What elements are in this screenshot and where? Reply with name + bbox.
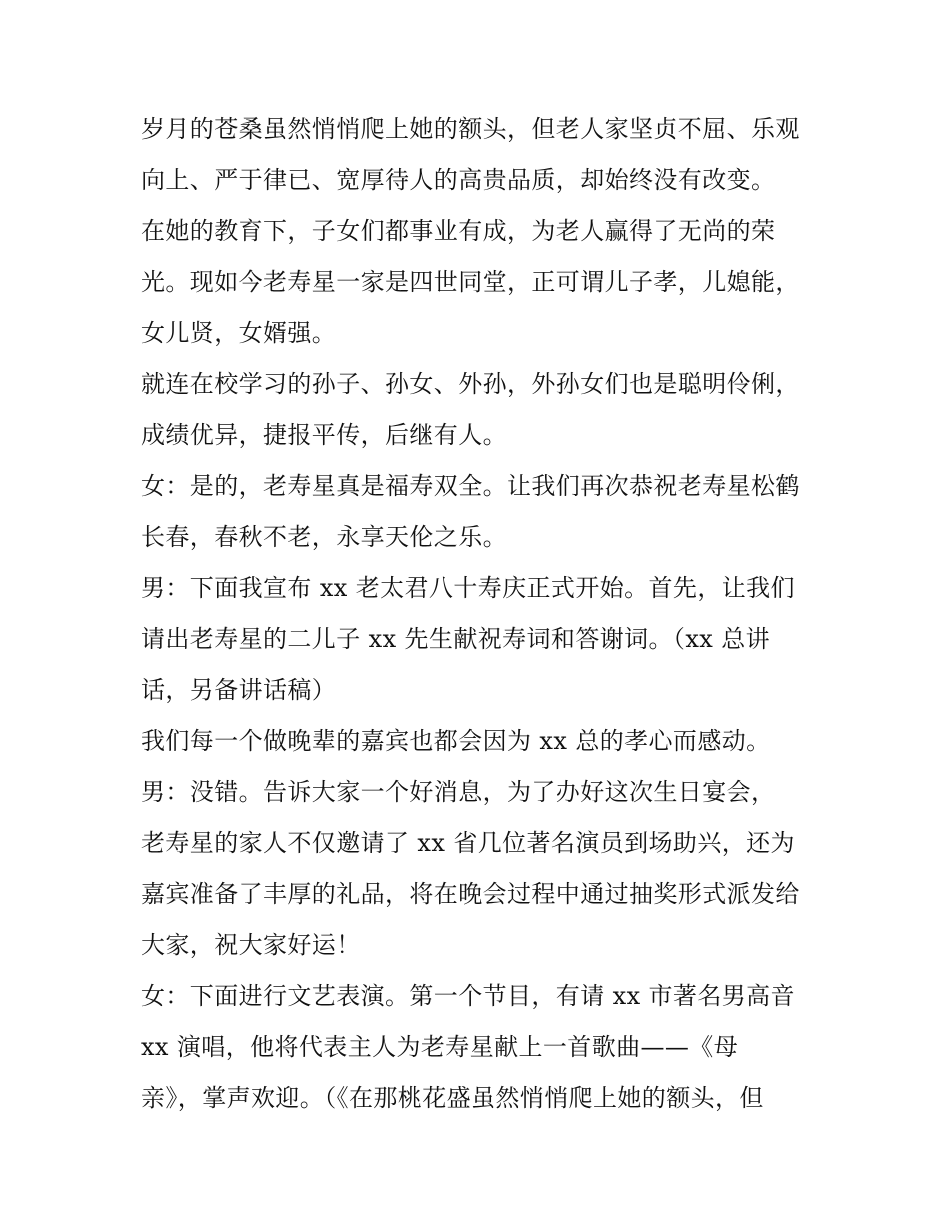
text-line: 光。现如今老寿星一家是四世同堂，正可谓儿子孝，儿媳能， xyxy=(141,268,800,296)
text-line: 女：是的，老寿星真是福寿双全。让我们再次恭祝老寿星松鹤 xyxy=(141,472,800,500)
text-line: 男：没错。告诉大家一个好消息，为了办好这次生日宴会， xyxy=(141,778,776,806)
text-line: 在她的教育下，子女们都事业有成，为老人赢得了无尚的荣 xyxy=(141,217,776,245)
document-body xyxy=(141,104,841,1124)
text-line: 成绩优异，捷报平传，后继有人。 xyxy=(141,421,507,449)
text-line: 大家，祝大家好运！ xyxy=(141,931,361,959)
text-line: 女：下面进行文艺表演。第一个节目，有请 xx 市著名男高音 xyxy=(141,982,795,1010)
text-line: 岁月的苍桑虽然悄悄爬上她的额头，但老人家坚贞不屈、乐观 xyxy=(141,115,800,143)
text-line: 就连在校学习的孙子、孙女、外孙，外孙女们也是聪明伶俐， xyxy=(141,370,800,398)
text-line: 女儿贤，女婿强。 xyxy=(141,319,337,347)
text-line: xx 演唱，他将代表主人为老寿星献上一首歌曲——《母 xyxy=(141,1033,739,1061)
text-line: 老寿星的家人不仅邀请了 xx 省几位著名演员到场助兴，还为 xyxy=(141,829,795,857)
text-line: 向上、严于律已、宽厚待人的高贵品质，却始终没有改变。 xyxy=(141,166,776,194)
text-line: 我们每一个做晚辈的嘉宾也都会因为 xx 总的孝心而感动。 xyxy=(141,727,771,755)
text-line: 话，另备讲话稿） xyxy=(141,676,337,704)
text-line: 请出老寿星的二儿子 xx 先生献祝寿词和答谢词。（xx 总讲 xyxy=(141,625,771,653)
text-line: 长春，春秋不老，永享天伦之乐。 xyxy=(141,523,507,551)
text-line: 亲》，掌声欢迎。（《在那桃花盛虽然悄悄爬上她的额头，但 xyxy=(141,1084,764,1112)
text-line: 嘉宾准备了丰厚的礼品，将在晚会过程中通过抽奖形式派发给 xyxy=(141,880,800,908)
text-line: 男：下面我宣布 xx 老太君八十寿庆正式开始。首先，让我们 xyxy=(141,574,795,602)
